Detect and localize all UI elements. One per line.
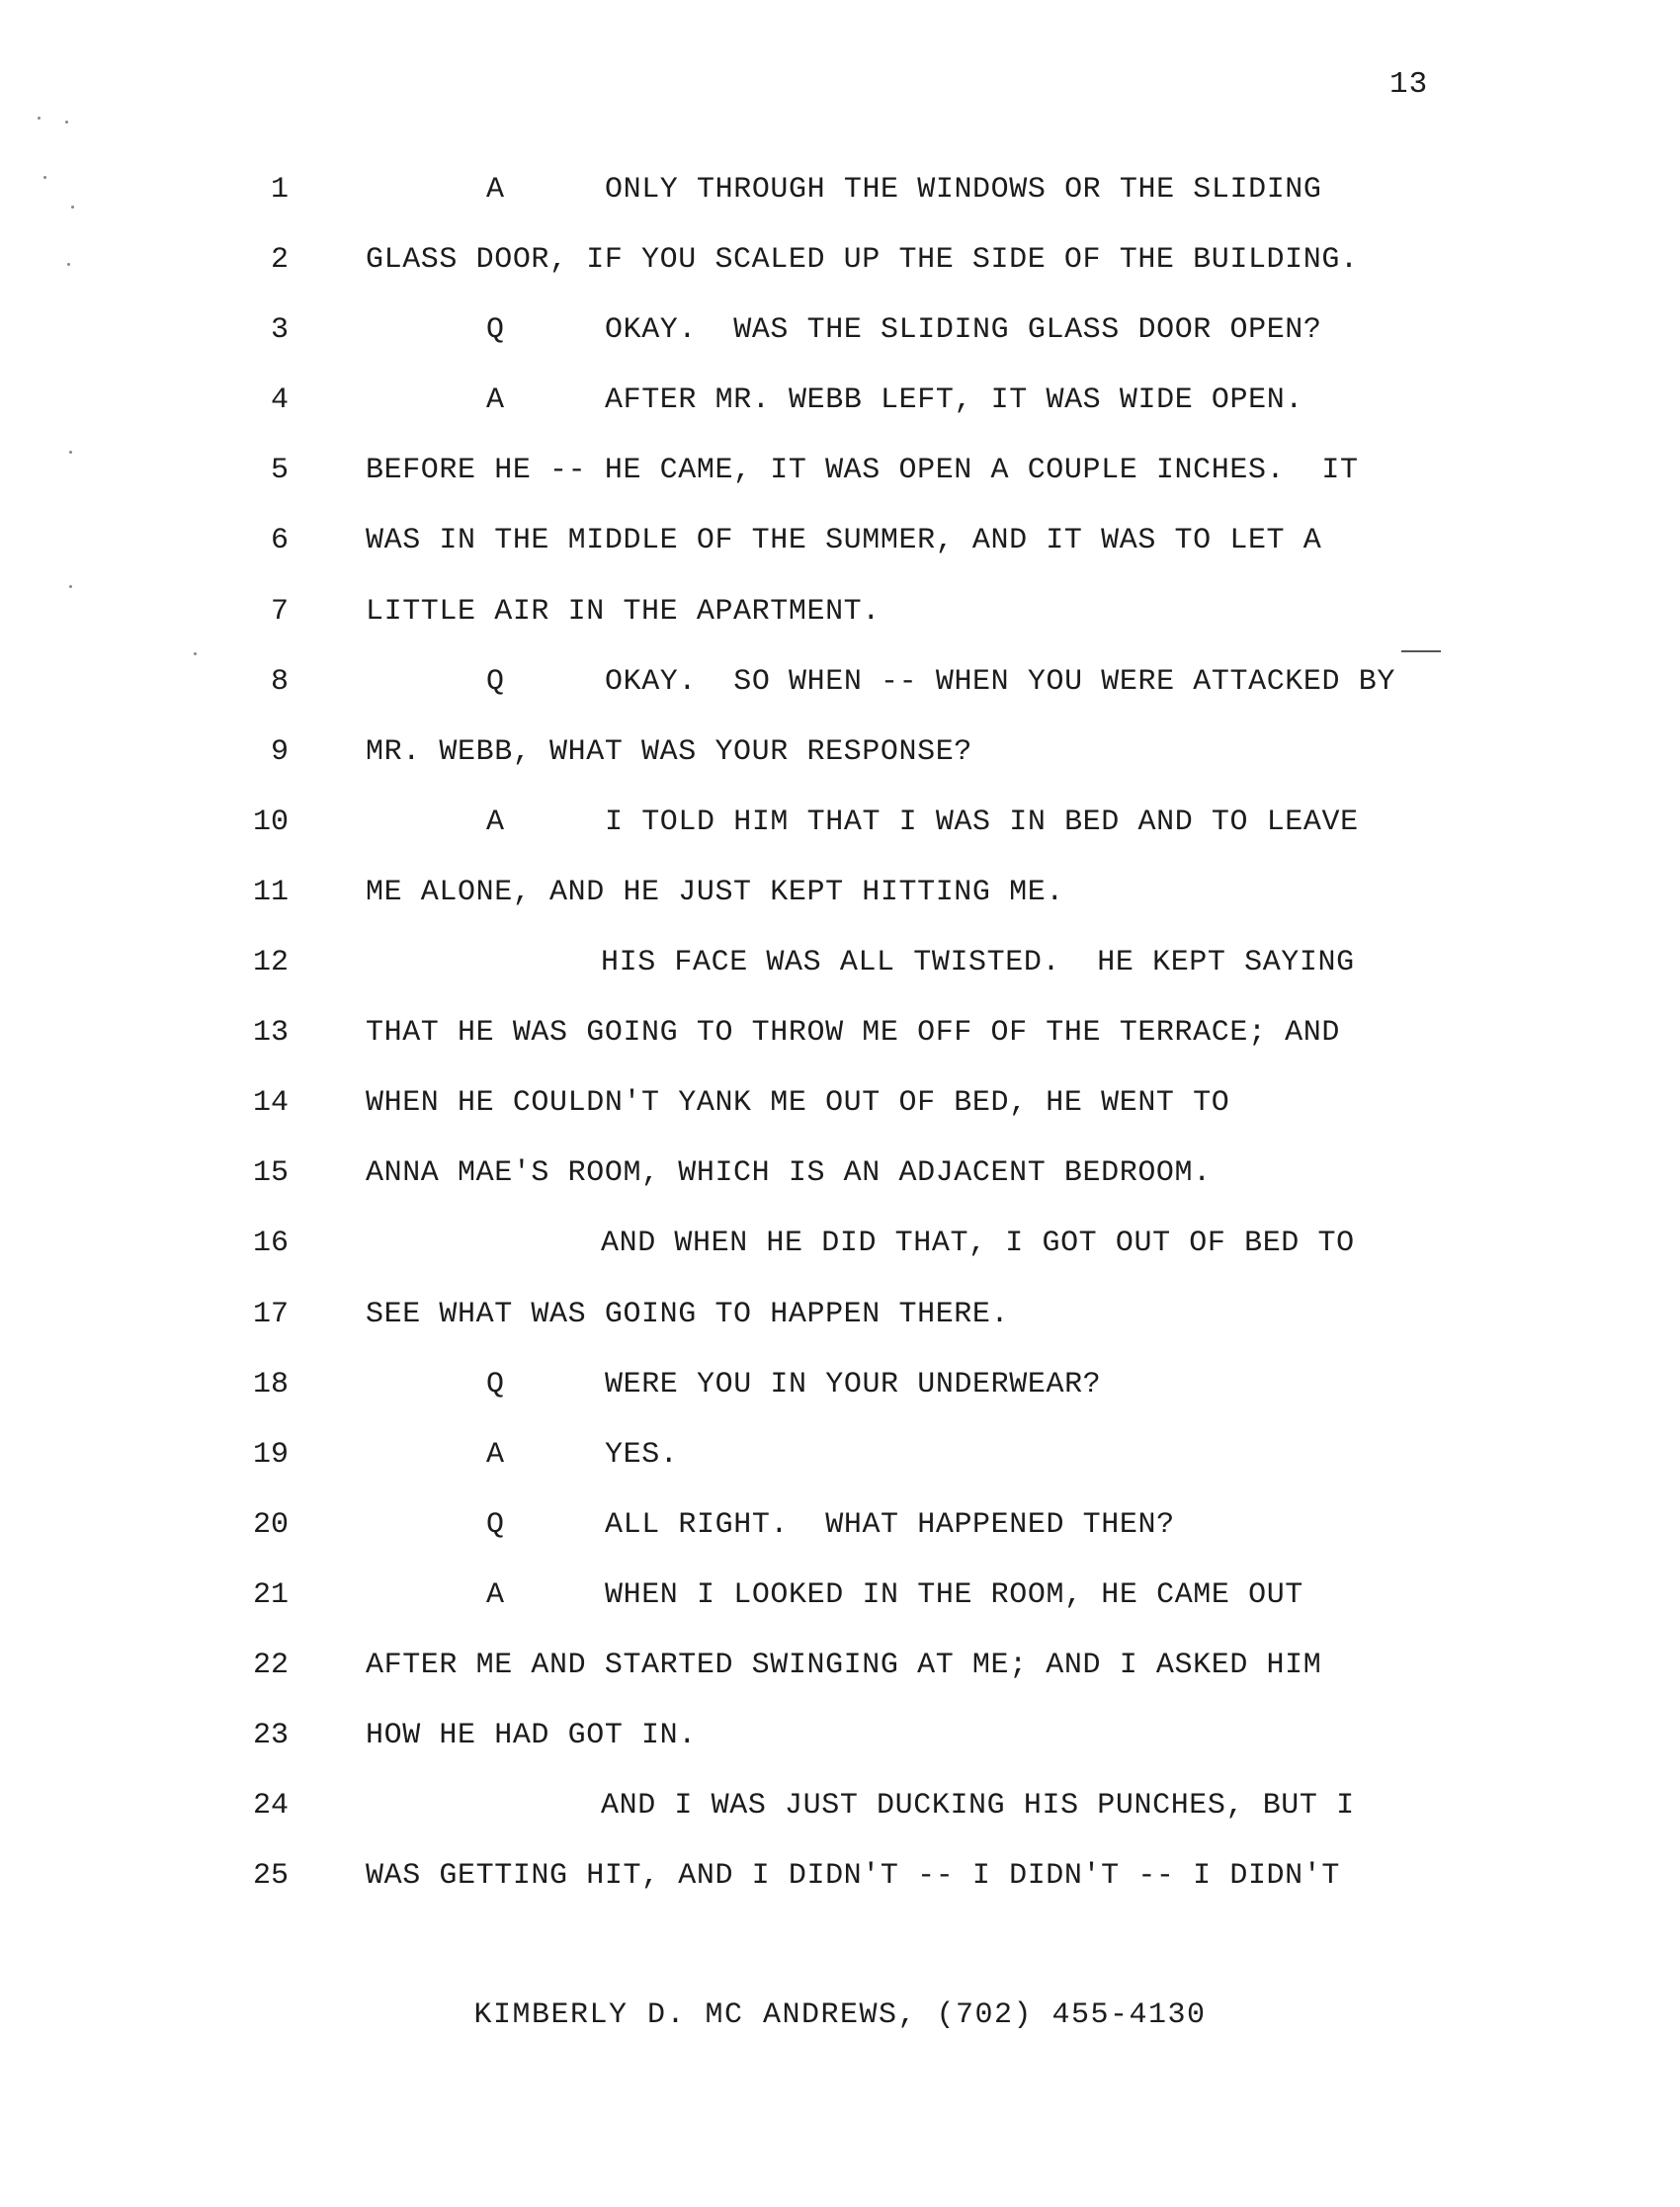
speaker-label: A	[486, 383, 505, 418]
line-text: OKAY. SO WHEN -- WHEN YOU WERE ATTACKED BY	[605, 664, 1395, 699]
line-number: 13	[252, 1016, 289, 1051]
line-number: 23	[252, 1719, 289, 1753]
line-text: WHEN HE COULDN'T YANK ME OUT OF BED, HE WENT TO	[366, 1086, 1230, 1121]
line-number: 11	[252, 875, 289, 909]
line-number: 20	[252, 1507, 289, 1542]
speaker-label: Q	[486, 313, 505, 348]
speaker-label: Q	[486, 1367, 505, 1401]
transcript-line	[0, 943, 1680, 1013]
transcript-line	[0, 1153, 1680, 1224]
line-text: LITTLE AIR IN THE APARTMENT.	[366, 594, 881, 629]
transcript-line	[0, 1505, 1680, 1575]
transcript-body	[0, 170, 1680, 1926]
line-text: HIS FACE WAS ALL TWISTED. HE KEPT SAYING	[601, 946, 1355, 980]
speaker-label: Q	[486, 664, 505, 699]
scan-speck	[194, 652, 197, 655]
line-number: 1	[270, 173, 289, 207]
line-number: 10	[252, 805, 289, 839]
line-text: MR. WEBB, WHAT WAS YOUR RESPONSE?	[366, 734, 972, 769]
transcript-line	[0, 1013, 1680, 1083]
transcript-line	[0, 240, 1680, 310]
line-text: THAT HE WAS GOING TO THROW ME OFF OF THE TERRACE; AND	[366, 1016, 1340, 1051]
line-number: 24	[252, 1789, 289, 1824]
line-number: 19	[252, 1437, 289, 1472]
scan-speck	[38, 117, 41, 120]
transcript-line	[0, 521, 1680, 591]
line-text: ANNA MAE'S ROOM, WHICH IS AN ADJACENT BEDROOM.	[366, 1156, 1212, 1191]
transcript-line	[0, 1856, 1680, 1926]
line-number: 12	[252, 946, 289, 980]
line-number: 7	[270, 594, 289, 629]
transcript-line	[0, 1716, 1680, 1786]
transcript-line	[0, 1295, 1680, 1365]
scan-speck	[69, 585, 72, 588]
speaker-label: Q	[486, 1507, 505, 1542]
line-text: WAS GETTING HIT, AND I DIDN'T -- I DIDN'T -- I DIDN'T	[366, 1859, 1340, 1894]
transcript-line	[0, 1646, 1680, 1716]
line-number: 9	[270, 734, 289, 769]
page-number: 13	[1389, 67, 1429, 102]
line-text: AND WHEN HE DID THAT, I GOT OUT OF BED TO	[601, 1227, 1355, 1261]
line-text: AFTER ME AND STARTED SWINGING AT ME; AND I ASKED HIM	[366, 1648, 1322, 1682]
line-text: WHEN I LOOKED IN THE ROOM, HE CAME OUT	[605, 1577, 1303, 1612]
margin-mark	[1401, 650, 1441, 652]
line-number: 15	[252, 1156, 289, 1191]
transcript-line	[0, 732, 1680, 803]
transcript-line	[0, 803, 1680, 873]
line-number: 17	[252, 1297, 289, 1331]
line-number: 25	[252, 1859, 289, 1894]
line-text: BEFORE HE -- HE CAME, IT WAS OPEN A COUPLE INCHES. IT	[366, 454, 1359, 488]
line-number: 4	[270, 383, 289, 418]
line-number: 14	[252, 1086, 289, 1121]
line-text: HOW HE HAD GOT IN.	[366, 1719, 697, 1753]
transcript-line	[0, 1224, 1680, 1294]
line-number: 22	[252, 1648, 289, 1682]
transcript-line	[0, 310, 1680, 381]
transcript-line	[0, 873, 1680, 943]
transcript-line	[0, 1575, 1680, 1646]
line-number: 2	[270, 243, 289, 278]
line-number: 5	[270, 454, 289, 488]
line-text: GLASS DOOR, IF YOU SCALED UP THE SIDE OF THE BUILDING.	[366, 243, 1359, 278]
speaker-label: A	[486, 805, 505, 839]
line-text: SEE WHAT WAS GOING TO HAPPEN THERE.	[366, 1297, 1010, 1331]
line-number: 18	[252, 1367, 289, 1401]
transcript-line	[0, 170, 1680, 240]
transcript-line	[0, 1786, 1680, 1856]
line-text: OKAY. WAS THE SLIDING GLASS DOOR OPEN?	[605, 313, 1322, 348]
reporter-footer: KIMBERLY D. MC ANDREWS, (702) 455-4130	[473, 1998, 1207, 2032]
scan-speck	[65, 121, 68, 124]
scan-speck	[43, 176, 46, 179]
scan-speck	[69, 451, 72, 454]
transcript-line	[0, 1083, 1680, 1153]
line-number: 3	[270, 313, 289, 348]
line-number: 8	[270, 664, 289, 699]
line-text: WERE YOU IN YOUR UNDERWEAR?	[605, 1367, 1102, 1401]
scan-speck	[67, 263, 70, 266]
transcript-line	[0, 662, 1680, 732]
transcript-line	[0, 451, 1680, 521]
line-text: AND I WAS JUST DUCKING HIS PUNCHES, BUT I	[601, 1789, 1355, 1824]
line-number: 16	[252, 1227, 289, 1261]
line-text: ME ALONE, AND HE JUST KEPT HITTING ME.	[366, 875, 1064, 909]
transcript-line	[0, 1435, 1680, 1505]
line-text: WAS IN THE MIDDLE OF THE SUMMER, AND IT WAS TO LET A	[366, 524, 1322, 558]
transcript-line	[0, 381, 1680, 451]
line-text: ALL RIGHT. WHAT HAPPENED THEN?	[605, 1507, 1175, 1542]
speaker-label: A	[486, 173, 505, 207]
speaker-label: A	[486, 1577, 505, 1612]
line-text: AFTER MR. WEBB LEFT, IT WAS WIDE OPEN.	[605, 383, 1303, 418]
transcript-line	[0, 1365, 1680, 1435]
line-text: YES.	[605, 1437, 679, 1472]
speaker-label: A	[486, 1437, 505, 1472]
line-text: ONLY THROUGH THE WINDOWS OR THE SLIDING	[605, 173, 1322, 207]
line-number: 6	[270, 524, 289, 558]
line-number: 21	[252, 1577, 289, 1612]
scan-speck	[71, 206, 74, 209]
line-text: I TOLD HIM THAT I WAS IN BED AND TO LEAVE	[605, 805, 1359, 839]
